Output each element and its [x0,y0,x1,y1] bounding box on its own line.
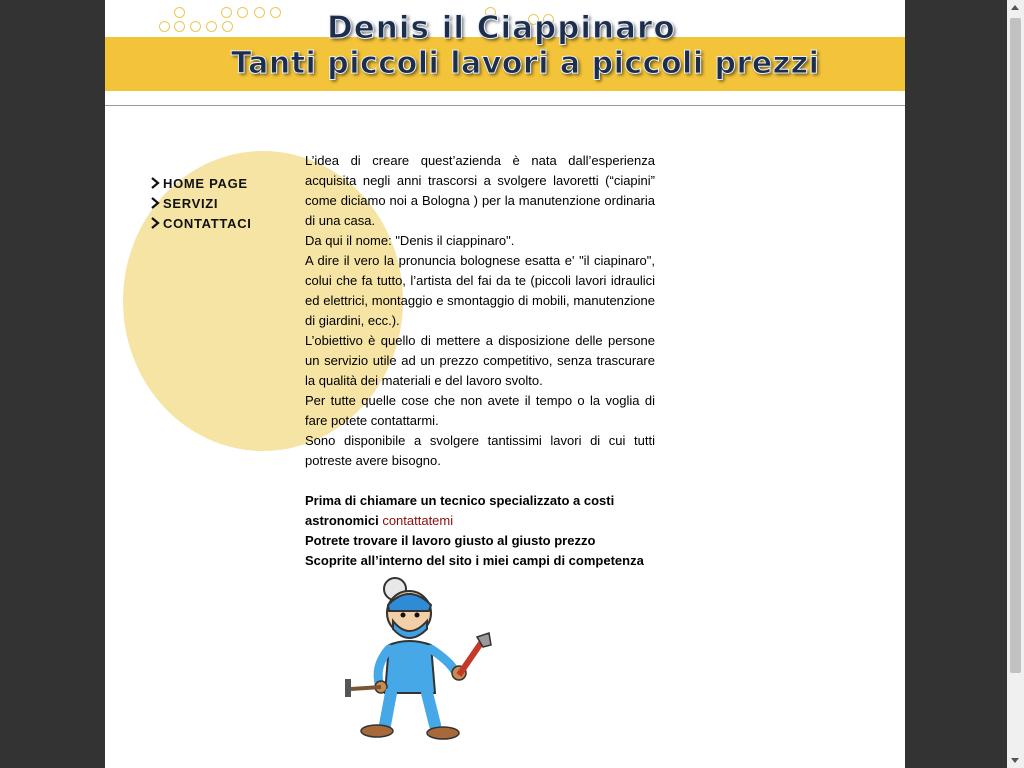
call-to-action [305,491,655,531]
cta-text: Prima di chiamare un tecnico specializzato a costi astronomici [305,493,615,528]
scroll-down-arrow-icon[interactable] [1011,758,1019,763]
name-paragraph: Da qui il nome: "Denis il ciappinaro". [305,233,515,248]
nav-item-home[interactable] [150,173,252,193]
objective-paragraph: L’obiettivo è quello di mettere a disposizione delle persone un servizio utile ad un prezzo competitivo, senza trascurare la qualità dei materiali e del lavoro svolto. [305,333,655,388]
plumber-illustration [343,575,493,740]
tagline-line: Potrete trovare il lavoro giusto al giusto prezzo [305,533,596,548]
chevron-right-icon [150,216,162,230]
nav-item-contattaci[interactable] [150,213,252,233]
vertical-scrollbar[interactable] [1007,0,1024,768]
intro-paragraph: L’idea di creare quest’azienda è nata dall’esperienza acquisita negli anni trascorsi a svolgere lavoretti (“ciapini” come diciamo noi a Bologna ) per la manutenzione ordinaria di una casa. [305,153,655,228]
nav-item-label: HOME PAGE [163,175,248,191]
contact-link[interactable]: contattatemi [382,513,454,528]
site-subtitle: Tanti piccoli lavori a piccoli prezzi [231,46,820,81]
page [105,0,905,768]
nav-item-label: SERVIZI [163,195,219,211]
scroll-up-arrow-icon[interactable] [1011,5,1019,10]
tagline-line: Scoprite all’interno del sito i miei campi di competenza [305,553,644,568]
header-banner [105,0,905,106]
header-divider [105,105,905,106]
site-title: Denis il Ciappinaro [327,10,676,46]
nav-item-label: CONTATTACI [163,215,252,231]
pronunciation-paragraph: A dire il vero la pronuncia bolognese esatta e' "il ciapinaro", colui che fa tutto, l’artista del fai da te (piccoli lavori idraulici ed elettrici, montaggio e smontaggio di mobili, manutenzione di giardini, ecc.). [305,253,655,328]
chevron-right-icon [150,176,162,190]
main-nav [150,173,252,233]
contact-paragraph: Per tutte quelle cose che non avete il tempo o la voglia di fare potete contattarmi. [305,393,655,428]
nav-item-servizi[interactable] [150,193,252,213]
main-content [305,151,655,571]
availability-paragraph: Sono disponibile a svolgere tantissimi lavori di cui tutti potreste avere bisogno. [305,433,655,468]
chevron-right-icon [150,196,162,210]
scrollbar-thumb[interactable] [1010,18,1021,673]
